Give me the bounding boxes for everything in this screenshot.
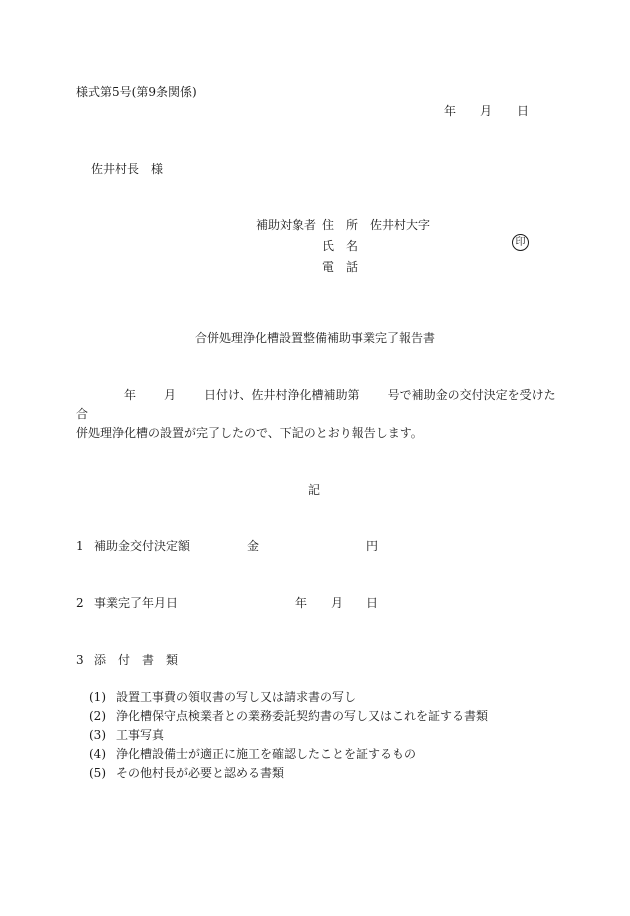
seal-mark: 印 <box>512 234 529 251</box>
completion-year: 年 <box>295 596 308 610</box>
list-item: (4) 浄化槽設備士が適正に施工を確認したことを証するもの <box>89 747 417 761</box>
item-number: 1 <box>76 539 84 553</box>
list-item: (1) 設置工事費の領収書の写し又は請求書の写し <box>89 690 357 704</box>
body-month: 月 <box>164 388 177 402</box>
phone-label: 電 話 <box>322 260 359 274</box>
item-label: 補助金交付決定額 <box>94 539 191 553</box>
body-line2: 併処理浄化槽の設置が完了したので、下記のとおり報告します。 <box>76 426 423 440</box>
report-date <box>444 103 529 119</box>
body-year: 年 <box>124 388 137 402</box>
applicant-block <box>256 217 430 280</box>
name-label: 氏 名 <box>322 239 359 253</box>
yen-label: 円 <box>366 539 379 553</box>
item-number: 3 <box>76 653 84 667</box>
list-item: (3) 工事写真 <box>89 728 165 742</box>
ki-heading: 記 <box>308 483 321 497</box>
document-title: 合併処理浄化槽設置整備補助事業完了報告書 <box>194 331 435 345</box>
item-subsidy-amount <box>76 538 378 554</box>
body-line1-end: 号で補助金の交付決定を受けた合 <box>76 388 556 421</box>
date-day: 日 <box>517 104 530 118</box>
item-attachments <box>76 652 178 668</box>
addressee: 佐井村長 様 <box>91 162 164 176</box>
completion-month: 月 <box>331 596 344 610</box>
item-number: 2 <box>76 596 84 610</box>
item-label: 事業完了年月日 <box>94 596 179 610</box>
date-month: 月 <box>480 104 493 118</box>
list-item: (5) その他村長が必要と認める書類 <box>89 766 285 780</box>
item-completion-date <box>76 595 378 611</box>
date-year: 年 <box>444 104 457 118</box>
applicant-label: 補助対象者 <box>256 218 317 232</box>
completion-day: 日 <box>366 596 379 610</box>
attachment-list <box>89 688 488 783</box>
body-paragraph <box>76 386 556 443</box>
address-value: 佐井村大字 <box>370 218 431 232</box>
kin-label: 金 <box>247 539 260 553</box>
address-label: 住 所 <box>322 218 359 232</box>
item-label: 添 付 書 類 <box>94 653 179 667</box>
list-item: (2) 浄化槽保守点検業者との業務委託契約書の写し又はこれを証する書類 <box>89 709 489 723</box>
form-number: 様式第5号(第9条関係) <box>76 85 197 99</box>
body-line1: 日付け、佐井村浄化槽補助第 <box>204 388 360 402</box>
